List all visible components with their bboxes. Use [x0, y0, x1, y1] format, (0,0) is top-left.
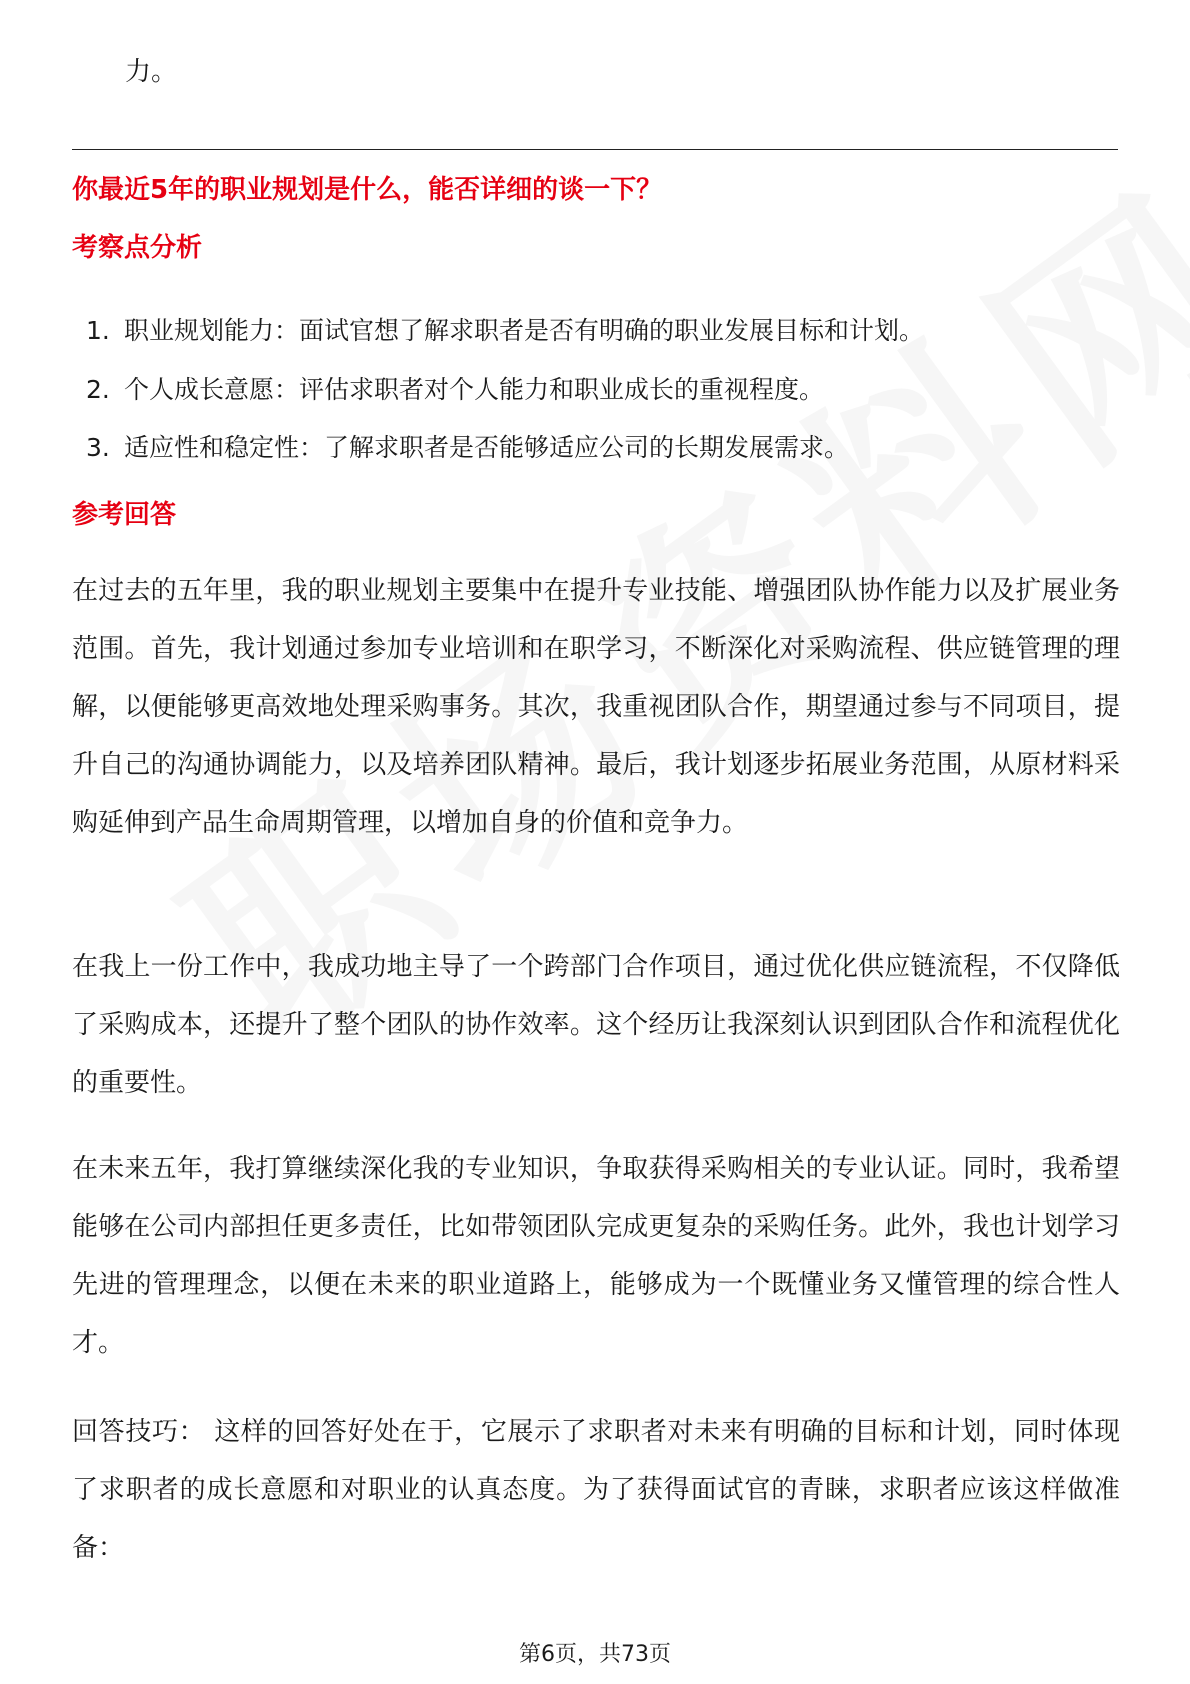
answer-paragraph: 在我上一份工作中，我成功地主导了一个跨部门合作项目，通过优化供应链流程，不仅降低了采购成本，还提升了整个团队的协作效率。这个经历让我深刻认识到团队合作和流程优化的重要性。	[72, 952, 1120, 1098]
list-number: 1.	[86, 316, 110, 345]
list-text: 职业规划能力：面试官想了解求职者是否有明确的职业发展目标和计划。	[124, 316, 925, 345]
answer-paragraph: 在未来五年，我打算继续深化我的专业知识，争取获得采购相关的专业认证。同时，我希望能够在公司内部担任更多责任，比如带领团队完成更复杂的采购任务。此外，我也计划学习先进的管理理念，以便在未来的职业道路上，能够成为一个既懂业务又懂管理的综合性人才。	[72, 1154, 1120, 1358]
answer-paragraph: 在过去的五年里，我的职业规划主要集中在提升专业技能、增强团队协作能力以及扩展业务范围。首先，我计划通过参加专业培训和在职学习，不断深化对采购流程、供应链管理的理解，以便能够更高效地处理采购事务。其次，我重视团队合作，期望通过参与不同项目，提升自己的沟通协调能力，以及培养团队精神。最后，我计划逐步拓展业务范围，从原材料采购延伸到产品生命周期管理，以增加自身的价值和竞争力。	[72, 576, 1120, 838]
list-text: 适应性和稳定性：了解求职者是否能够适应公司的长期发展需求。	[124, 433, 850, 462]
list-item	[86, 361, 924, 420]
carryover-text: 力。	[125, 57, 178, 87]
analysis-list	[86, 302, 924, 478]
answer-tips-paragraph: 回答技巧： 这样的回答好处在于，它展示了求职者对未来有明确的目标和计划，同时体现了求职者的成长意愿和对职业的认真态度。为了获得面试官的青睐，求职者应该这样做准备：	[72, 1417, 1120, 1563]
section-divider	[72, 149, 1118, 150]
list-text: 个人成长意愿：评估求职者对个人能力和职业成长的重视程度。	[124, 374, 825, 404]
page-number-footer: 第6页，共73页	[519, 1642, 671, 1667]
analysis-heading: 考察点分析	[72, 233, 203, 263]
answer-heading: 参考回答	[72, 500, 177, 530]
list-number: 2.	[86, 374, 110, 404]
list-item	[86, 419, 924, 478]
list-number: 3.	[86, 433, 110, 462]
question-title: 你最近5年的职业规划是什么，能否详细的谈一下？	[72, 175, 663, 205]
list-item	[86, 302, 924, 361]
